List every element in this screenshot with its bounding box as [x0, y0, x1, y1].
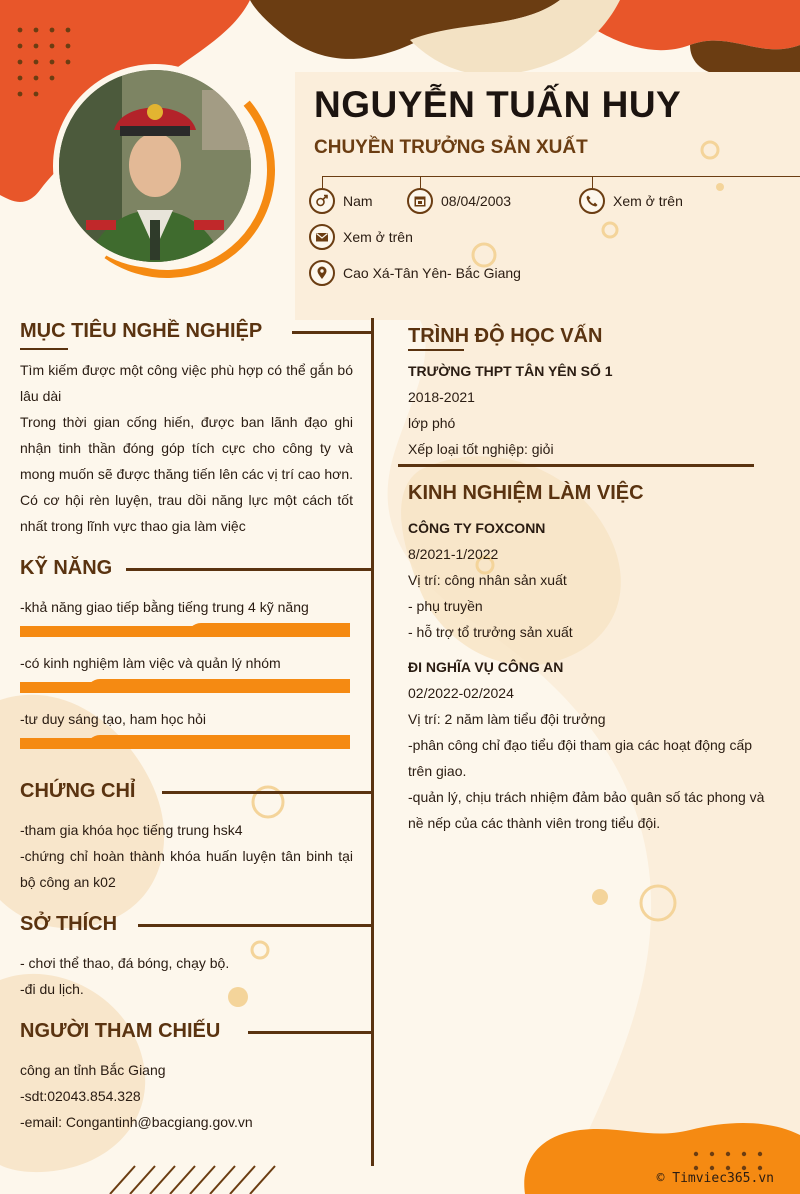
watermark: © Timviec365.vn [656, 1171, 774, 1186]
references-text [20, 1057, 353, 1135]
certificate-item: -chứng chỉ hoàn thành khóa huấn luyện tân binh tại bộ công an k02 [20, 848, 353, 890]
skills-rule [126, 568, 372, 571]
calendar-icon [407, 188, 433, 214]
location-pin-icon [309, 260, 335, 286]
contact-connector [592, 176, 593, 188]
contact-phone [579, 188, 683, 214]
contact-connector [322, 176, 323, 188]
experience-title: KINH NGHIỆM LÀM VIỆC [408, 482, 644, 504]
school-name: TRƯỜNG THPT TÂN YÊN SỐ 1 [408, 363, 613, 379]
contact-email [309, 224, 413, 250]
experience-job [408, 654, 768, 836]
skill-bar [20, 679, 350, 693]
phone-icon [579, 188, 605, 214]
skill-bar-level [86, 735, 350, 749]
objective-rule [292, 331, 372, 334]
skill-bar-level [86, 679, 350, 693]
birthday-value: 08/04/2003 [441, 193, 512, 209]
experience-job [408, 515, 768, 645]
job-period: 02/2022-02/2024 [408, 685, 514, 701]
references-rule [248, 1031, 372, 1034]
job-detail: -quản lý, chịu trách nhiệm đảm bảo quân số tác phong và nề nếp của các thành viên trong tiểu đội. [408, 789, 765, 831]
education-divider [398, 464, 754, 467]
gender-icon [309, 188, 335, 214]
gender-value: Nam [343, 193, 373, 209]
job-detail: Vị trí: 2 năm làm tiểu đội trưởng [408, 711, 606, 727]
education-period: 2018-2021 [408, 389, 475, 405]
skill-bar [20, 623, 350, 637]
skill-bar [20, 735, 350, 749]
job-period: 8/2021-1/2022 [408, 546, 499, 562]
skills-title: KỸ NĂNG [20, 557, 113, 579]
job-company: CÔNG TY FOXCONN [408, 520, 546, 536]
education-title: TRÌNH ĐỘ HỌC VẤN [408, 325, 603, 347]
column-divider [371, 318, 374, 1166]
contact-gender [309, 188, 373, 214]
certificates-title: CHỨNG CHỈ [20, 780, 136, 802]
contact-divider [322, 176, 800, 177]
skill-label: -tư duy sáng tạo, ham học hỏi [20, 711, 207, 727]
objective-title: MỤC TIÊU NGHỀ NGHIỆP [20, 320, 263, 342]
skill-label: -có kinh nghiệm làm việc và quản lý nhóm [20, 655, 281, 671]
reference-item: -email: Congantinh@bacgiang.gov.vn [20, 1114, 253, 1130]
reference-item: công an tỉnh Bắc Giang [20, 1062, 166, 1078]
objective-paragraph: Tìm kiếm được một công việc phù hợp có thể gắn bó lâu dài [20, 362, 353, 404]
hobby-item: - chơi thể thao, đá bóng, chạy bộ. [20, 955, 230, 971]
objective-paragraph: Trong thời gian cống hiến, được ban lãnh đạo ghi nhận tinh thần đóng góp tích cực cho công ty và mong muốn sẽ được thăng tiến lên các vị trí cao hơn. Có cơ hội rèn luyện, trau dồi năng lực một cách tốt nhất trong lĩnh vực thao gia làm việc [20, 414, 353, 534]
job-detail: Vị trí: công nhân sản xuất [408, 572, 567, 588]
email-value: Xem ở trên [343, 229, 413, 245]
contact-address [309, 260, 521, 286]
skill-label: -khả năng giao tiếp bằng tiếng trung 4 kỹ năng [20, 599, 309, 615]
certificates-text [20, 817, 353, 895]
hobby-item: -đi du lịch. [20, 981, 84, 997]
skill-bar-level [187, 623, 350, 637]
job-detail: - hỗ trợ tổ trưởng sản xuất [408, 624, 573, 640]
references-title: NGƯỜI THAM CHIẾU [20, 1020, 221, 1042]
mail-icon [309, 224, 335, 250]
hobbies-rule [138, 924, 372, 927]
education-detail: Xếp loại tốt nghiệp: giỏi [408, 441, 554, 457]
contact-birthday [407, 188, 511, 214]
objective-text [20, 357, 353, 539]
phone-value: Xem ở trên [613, 193, 683, 209]
education-underline [408, 349, 464, 351]
reference-item: -sdt:02043.854.328 [20, 1088, 141, 1104]
hobbies-title: SỞ THÍCH [20, 913, 118, 935]
candidate-position: CHUYỀN TRƯỞNG SẢN XUẤT [314, 137, 588, 158]
avatar [42, 60, 292, 280]
job-detail: - phụ truyền [408, 598, 483, 614]
hobbies-text [20, 950, 353, 1002]
candidate-name: NGUYỄN TUẤN HUY [314, 84, 682, 125]
certificates-rule [162, 791, 372, 794]
certificate-item: -tham gia khóa học tiếng trung hsk4 [20, 822, 243, 838]
education-text [408, 358, 778, 462]
education-detail: lớp phó [408, 415, 456, 431]
job-detail: -phân công chỉ đạo tiểu đội tham gia các hoạt động cấp trên giao. [408, 737, 753, 779]
contact-connector [420, 176, 421, 188]
job-company: ĐI NGHĨA VỤ CÔNG AN [408, 659, 564, 675]
objective-underline [20, 348, 68, 350]
address-value: Cao Xá-Tân Yên- Bắc Giang [343, 265, 521, 281]
